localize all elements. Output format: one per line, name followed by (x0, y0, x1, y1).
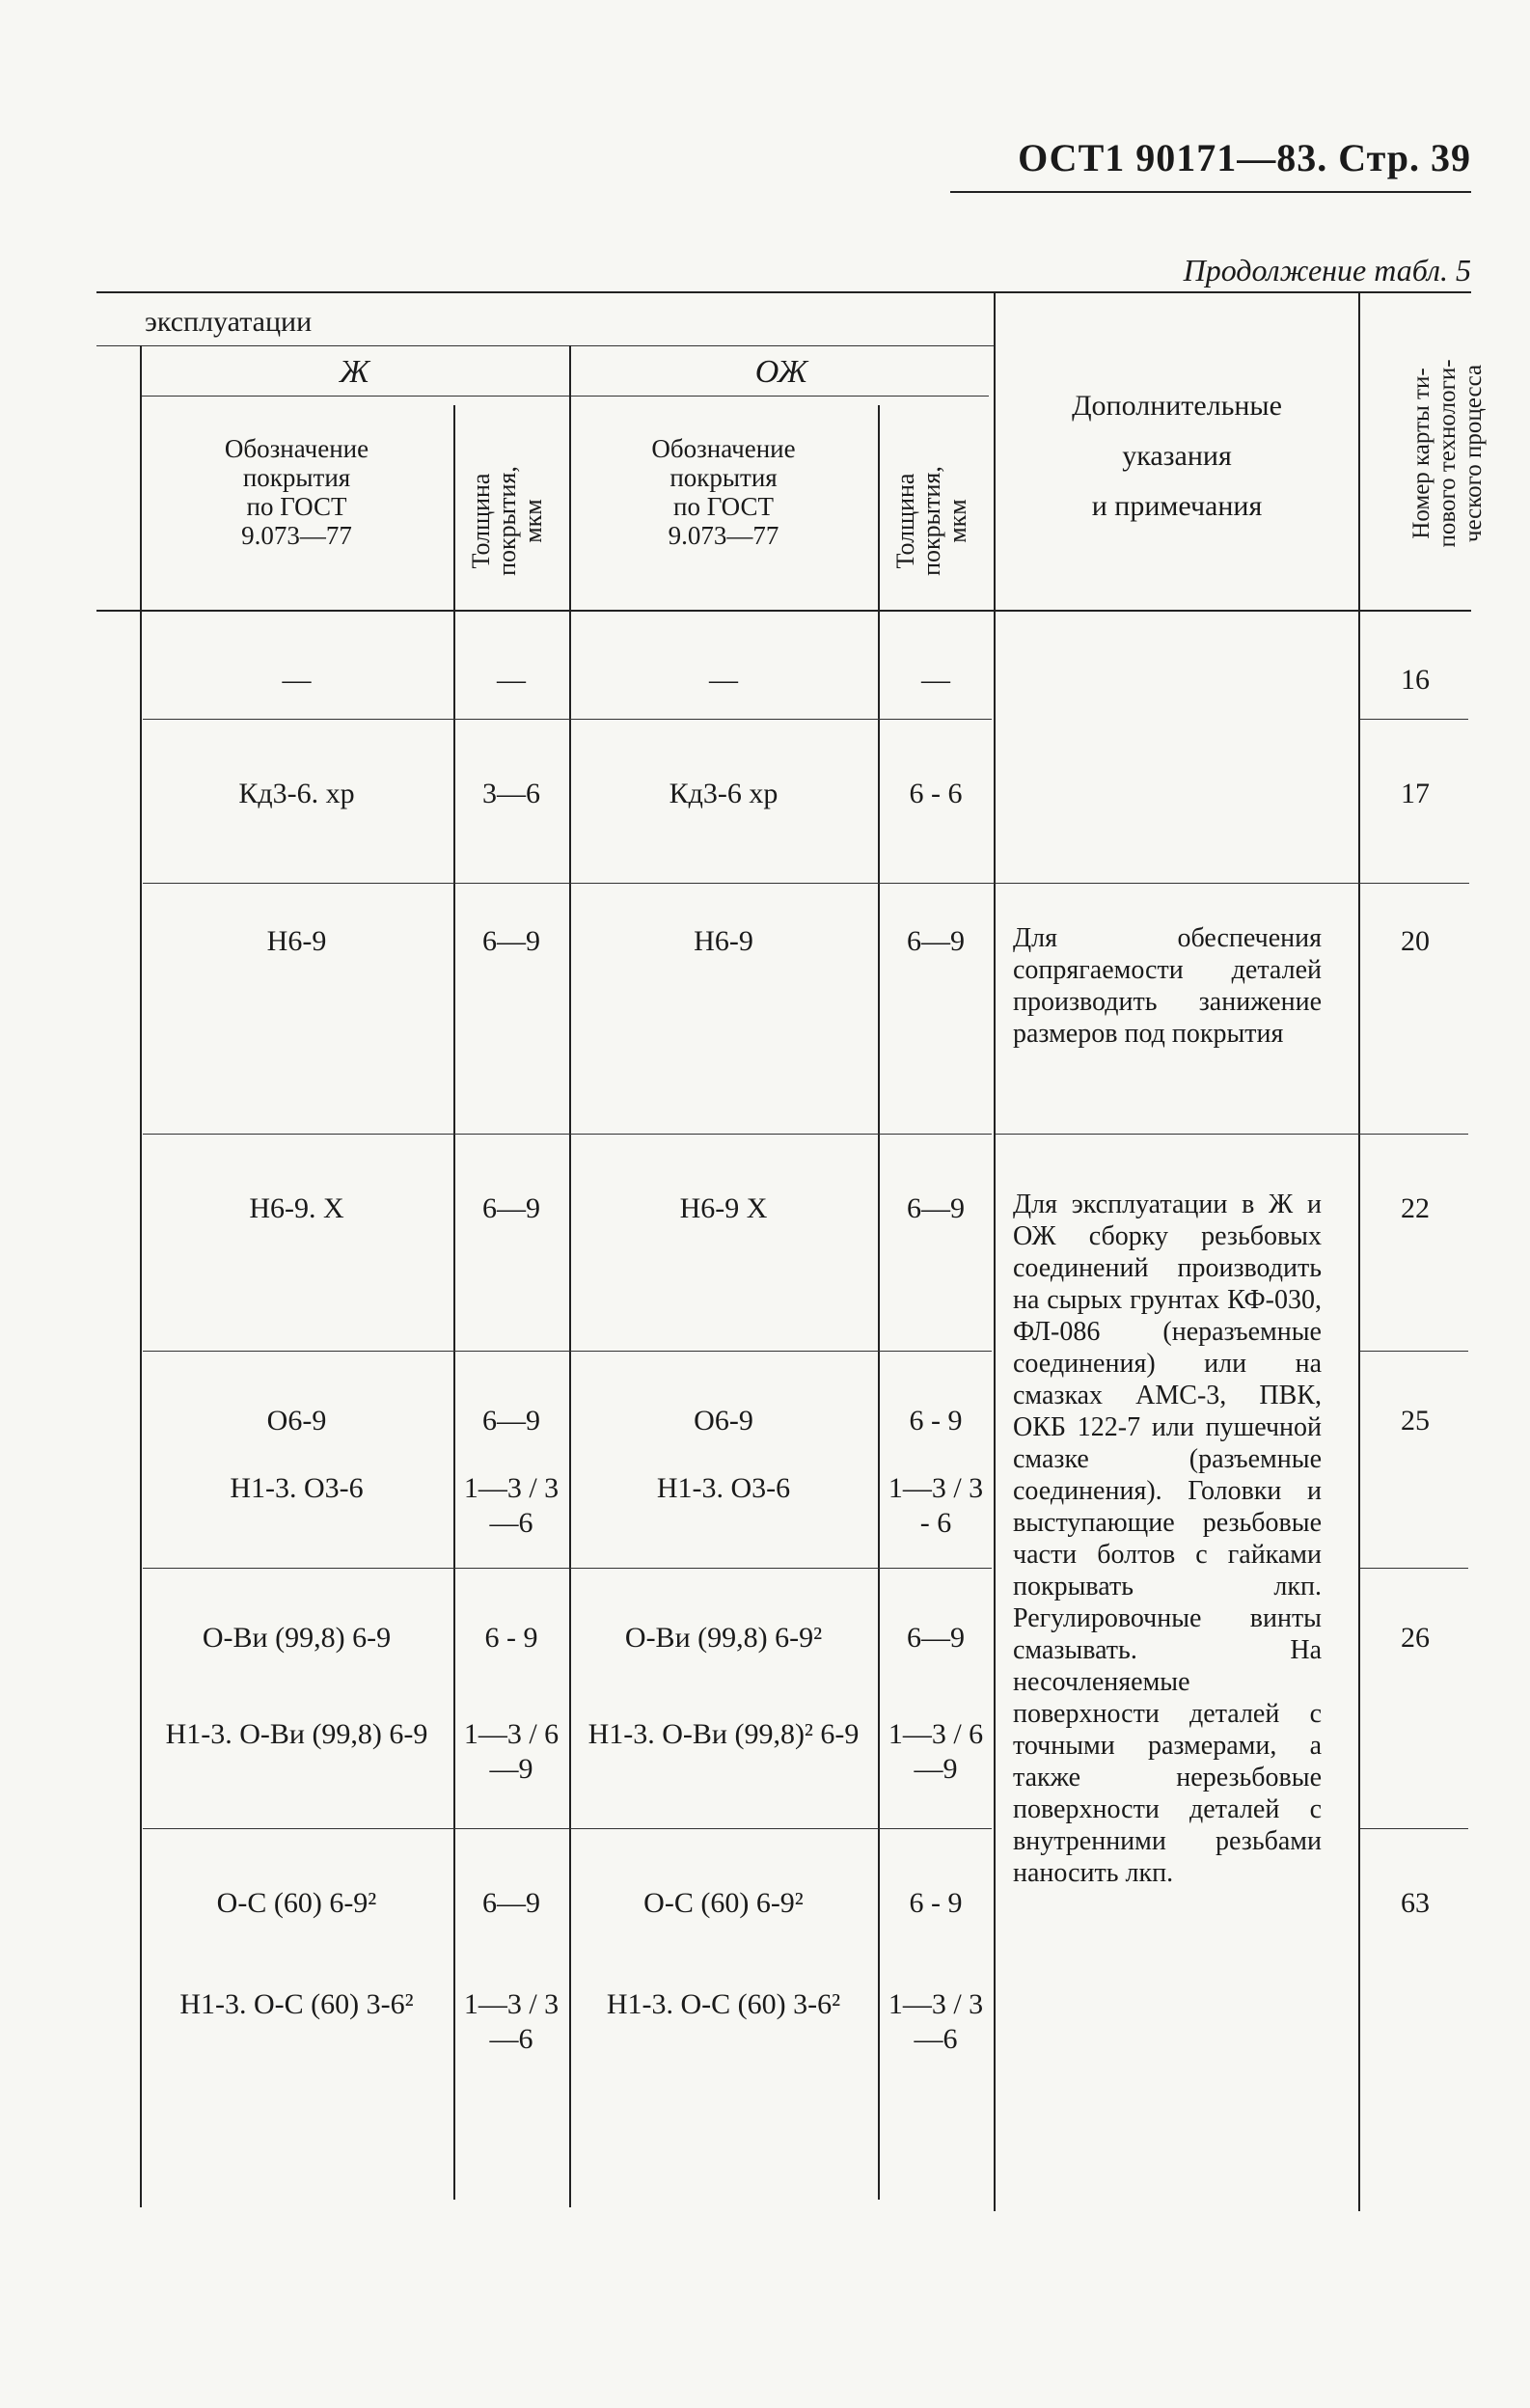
row3-ozh: Н6-9 (694, 925, 753, 957)
row2-card: 17 (1401, 778, 1430, 809)
ozh-label: ОЖ (754, 354, 808, 390)
header-bottom-border (96, 610, 1471, 612)
header-underline (950, 191, 1471, 193)
row9-ozh: О-С (60) 6-9² (643, 1887, 804, 1919)
col-line-4 (878, 405, 880, 2200)
row8-ozh: Н1-3. О-Ви (99,8)² 6-9 (587, 1718, 860, 1750)
row-sep-5 (143, 1568, 992, 1569)
col-line-2 (453, 405, 455, 2200)
row6-zh: Н1-3. О3-6 (230, 1472, 364, 1504)
row7-ozh: О-Ви (99,8) 6-9² (624, 1622, 823, 1654)
col-line-5 (994, 291, 996, 2211)
row6-ozh-thickness: 1—3 / 3 - 6 (888, 1472, 984, 1539)
card-sep-5 (1360, 1568, 1468, 1569)
row1-ozh: — (709, 664, 738, 696)
col-line-3 (569, 345, 571, 2207)
card-sep-4 (1360, 1351, 1468, 1352)
table-continuation-label: Продолжение табл. 5 (1183, 253, 1471, 287)
thickness-header-ozh: Толщина покрытия, мкм (891, 466, 971, 576)
row3-zh-thickness: 6—9 (482, 925, 540, 957)
row4-card: 22 (1401, 1192, 1430, 1224)
row2-zh: Кд3-6. хр (238, 778, 355, 809)
designation-header-zh: Обозначение покрытия по ГОСТ 9.073—77 (224, 434, 369, 550)
designation-header-ozh: Обозначение покрытия по ГОСТ 9.073—77 (651, 434, 796, 550)
row3-ozh-thickness: 6—9 (907, 925, 965, 957)
row1-card: 16 (1401, 664, 1430, 696)
row9-card: 63 (1401, 1887, 1430, 1919)
row6-ozh: Н1-3. О3-6 (656, 1472, 791, 1504)
row10-zh: Н1-3. О-С (60) 3-6² (179, 1988, 414, 2020)
row8-zh-thickness: 1—3 / 6—9 (463, 1718, 560, 1785)
row-sep-2 (143, 883, 1469, 884)
row5-zh-thickness: 6—9 (482, 1405, 540, 1437)
group-underline (96, 345, 994, 346)
row9-ozh-thickness: 6 - 9 (909, 1887, 963, 1919)
row4-zh: Н6-9. Х (249, 1192, 344, 1224)
row1-ozh-thickness: — (921, 664, 950, 696)
row6-zh-thickness: 1—3 / 3—6 (463, 1472, 560, 1539)
subgroup-underline (140, 396, 989, 397)
row8-zh: Н1-3. О-Ви (99,8) 6-9 (165, 1718, 428, 1750)
row3-zh: Н6-9 (266, 925, 327, 957)
card-sep-1 (1360, 719, 1468, 720)
row2-ozh: Кд3-6 хр (669, 778, 779, 809)
row7-ozh-thickness: 6—9 (907, 1622, 965, 1654)
row8-ozh-thickness: 1—3 / 6—9 (888, 1718, 984, 1785)
row-sep-1 (143, 719, 992, 720)
card-number-header: Номер карты ти- пового технологи- ческого процесса (1408, 359, 1487, 548)
row7-card: 26 (1401, 1622, 1430, 1654)
row2-zh-thickness: 3—6 (482, 778, 540, 809)
row4-ozh: Н6-9 Х (679, 1192, 768, 1224)
thickness-header-zh: Толщина покрытия, мкм (467, 466, 547, 576)
row1-zh: — (282, 664, 312, 696)
row4-ozh-thickness: 6—9 (907, 1192, 965, 1224)
row9-zh-thickness: 6—9 (482, 1887, 540, 1919)
row10-ozh: Н1-3. О-С (60) 3-6² (606, 1988, 841, 2020)
row4-zh-thickness: 6—9 (482, 1192, 540, 1224)
row10-zh-thickness: 1—3 / 3—6 (463, 1988, 560, 2055)
row-sep-4 (143, 1351, 992, 1352)
row10-ozh-thickness: 1—3 / 3—6 (888, 1988, 984, 2055)
col-line-6 (1358, 291, 1360, 2211)
row1-zh-thickness: — (497, 664, 526, 696)
row5-ozh: О6-9 (694, 1405, 753, 1437)
row5-card: 25 (1401, 1405, 1430, 1437)
row-sep-3 (143, 1134, 992, 1135)
card-sep-6 (1360, 1828, 1468, 1829)
table-top-border (96, 291, 1471, 293)
group-label: эксплуатации (145, 306, 313, 338)
row-sep-6 (143, 1828, 992, 1829)
row5-ozh-thickness: 6 - 9 (909, 1405, 963, 1437)
col-line-1 (140, 345, 142, 2207)
note-row-20: Для обеспечения сопрягаемости деталей производить занижение размеров под покрытия (1013, 923, 1322, 1049)
document-header: ОСТ1 90171—83. Стр. 39 (1018, 136, 1471, 179)
zh-label: Ж (339, 354, 370, 390)
row9-zh: О-С (60) 6-9² (216, 1887, 377, 1919)
note-row-22: Для эксплуатации в Ж и ОЖ сборку резьбовых соединений производить на сырых грунтах КФ-030, ФЛ-086 (неразъемные соединения) или на смазках АМС-3, ПВК, ОКБ 122-7 или пушечной смазке (разъемные соединения). Головки и выступающие резьбовые части болтов с гайками покрывать лкп. Регулировочные винты смазывать. На несочленяемые поверхности деталей с точными размерами, а также нерезьбовые поверхности деталей с внутренними резьбами наносить лкп. (1013, 1190, 1322, 1888)
row7-zh-thickness: 6 - 9 (484, 1622, 538, 1654)
row5-zh: О6-9 (266, 1405, 327, 1437)
row7-zh: О-Ви (99,8) 6-9 (202, 1622, 392, 1654)
row-sep-3b (996, 1134, 1468, 1135)
row3-card: 20 (1401, 925, 1430, 957)
row2-ozh-thickness: 6 - 6 (909, 778, 963, 809)
notes-header: Дополнительные указания и примечания (1072, 390, 1282, 522)
